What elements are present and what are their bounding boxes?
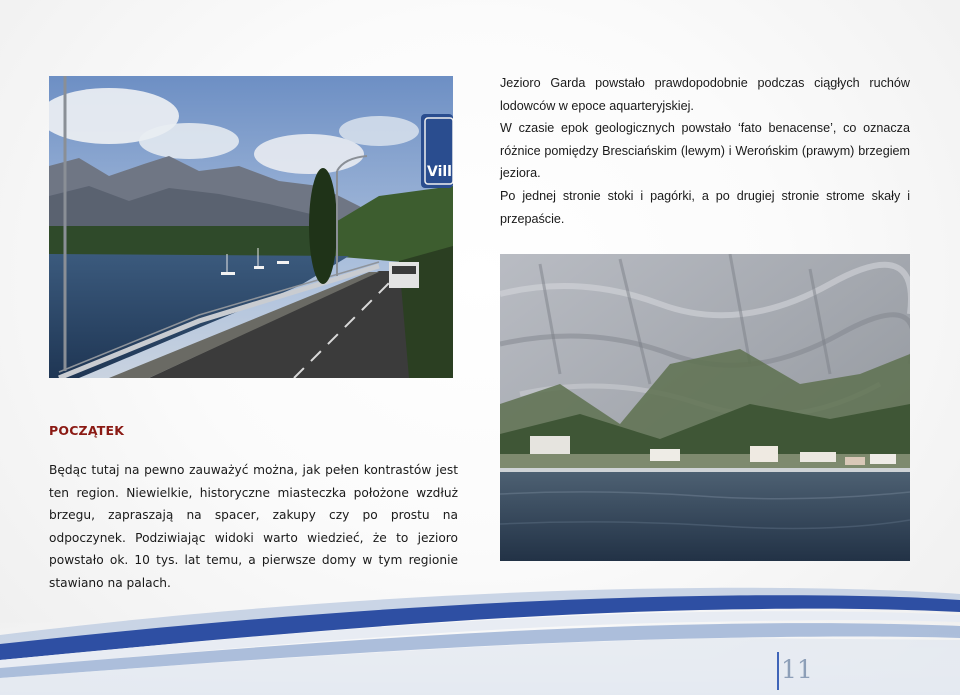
section-body-text: Będąc tutaj na pewno zauważyć można, jak pełen kontrastów jest ten region. Niewielkie, historyczne miasteczka położone wzdłuż brzegu, zapraszają na spacer, zakupy czy po prostu na odpoczynek. Podziwiając widoki warto wiedzieć, że to jezioro powstało ok. 10 tys. lat temu, a pierwsze domy w tym regionie stawiano na palach. (49, 463, 458, 590)
paragraph-fato-benacense: W czasie epok geologicznych powstało ‘fato benacense’, co oznacza różnice pomiędzy Bresciańskim (lewym) i Werońskim (prawym) brzegiem jeziora. (500, 121, 910, 181)
lakeside-road-photo (49, 76, 453, 378)
paragraph-slopes: Po jednej stronie stoki i pagórki, a po drugiej stronie strome skały i przepaście. (500, 188, 910, 226)
section-heading: POCZĄTEK (49, 423, 125, 438)
intro-text-column (500, 72, 910, 230)
page-number-divider (777, 652, 779, 690)
page-number: 11 (781, 655, 813, 684)
mountain-lake-photo (500, 254, 910, 561)
paragraph-origin: Jezioro Garda powstało prawdopodobnie podczas ciągłych ruchów lodowców w epoce aquarteryjskiej. (500, 76, 910, 113)
road-sign-text: Vill (427, 164, 452, 180)
